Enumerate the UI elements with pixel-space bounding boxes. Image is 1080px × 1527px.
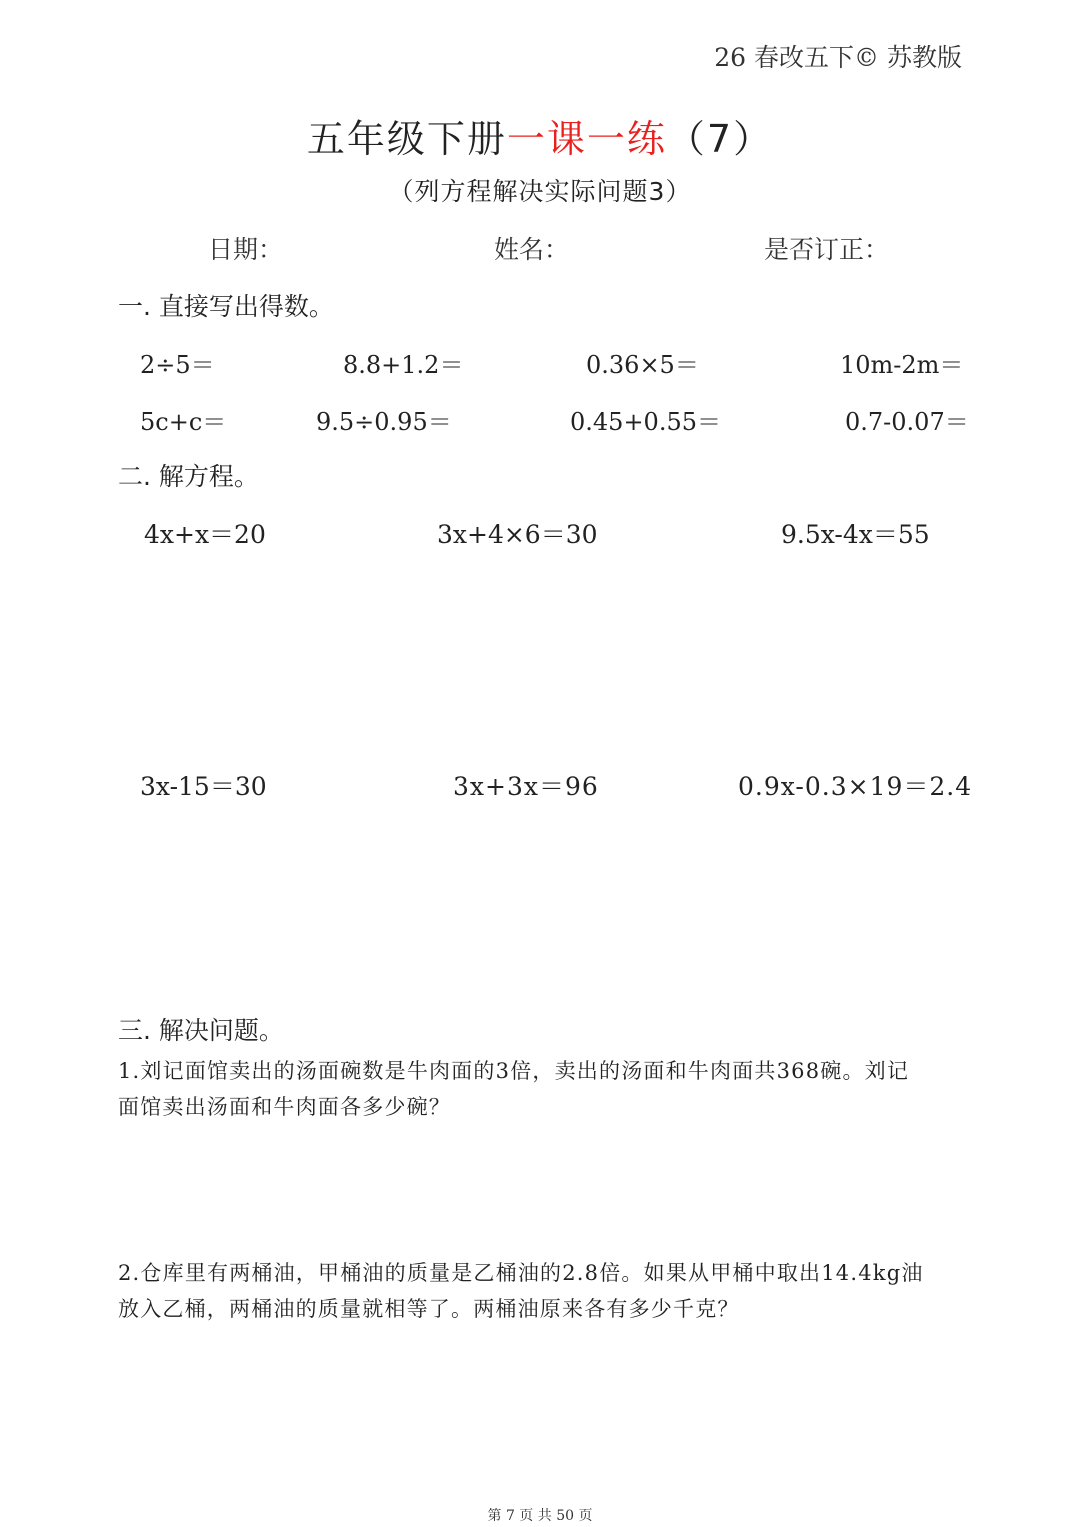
equation-item: 9.5x-4x＝55 — [781, 520, 930, 549]
calc-item: 10m-2m＝ — [840, 351, 964, 379]
name-field-label: 姓名： — [494, 235, 570, 264]
calc-item: 0.7-0.07＝ — [845, 408, 969, 436]
calc-item: 8.8+1.2＝ — [343, 351, 464, 379]
title-prefix: 五年级下册 — [306, 117, 507, 161]
section1-heading: 一. 直接写出得数。 — [118, 292, 334, 321]
date-field-label: 日期： — [208, 235, 284, 264]
equation-item: 0.9x-0.3×19＝2.4 — [738, 772, 973, 801]
calc-item: 5c+c＝ — [140, 408, 227, 436]
section3-heading: 三. 解决问题。 — [118, 1016, 284, 1045]
equation-item: 3x-15＝30 — [140, 772, 267, 801]
equation-item: 3x+4×6＝30 — [437, 520, 598, 549]
edition-label: 26 春改五下© 苏教版 — [714, 43, 962, 72]
problem-line: 放入乙桶，两桶油的质量就相等了。两桶油原来各有多少千克？ — [118, 1297, 740, 1321]
word-problem-1 — [118, 1053, 909, 1125]
page-footer: 第 7 页 共 50 页 — [487, 1508, 593, 1524]
equation-item: 3x+3x＝96 — [453, 772, 599, 801]
page-subtitle: （列方程解决实际问题3） — [388, 177, 692, 206]
problem-line: 2.仓库里有两桶油，甲桶油的质量是乙桶油的2.8倍。如果从甲桶中取出14.4kg油 — [118, 1261, 924, 1285]
corrected-field-label: 是否订正： — [764, 235, 890, 264]
title-suffix: （7） — [666, 117, 774, 161]
page-title — [0, 108, 1080, 163]
calc-item: 0.36×5＝ — [586, 351, 699, 379]
calc-item: 0.45+0.55＝ — [570, 408, 721, 436]
problem-line: 1.刘记面馆卖出的汤面碗数是牛肉面的3倍，卖出的汤面和牛肉面共368碗。刘记 — [118, 1059, 910, 1083]
section2-heading: 二. 解方程。 — [118, 462, 259, 491]
equation-item: 4x+x＝20 — [144, 520, 266, 549]
calc-item: 9.5÷0.95＝ — [316, 408, 452, 436]
problem-line: 面馆卖出汤面和牛肉面各多少碗？ — [118, 1095, 451, 1119]
title-highlight: 一课一练 — [506, 117, 667, 161]
word-problem-2 — [118, 1255, 924, 1327]
calc-item: 2÷5＝ — [140, 351, 215, 379]
